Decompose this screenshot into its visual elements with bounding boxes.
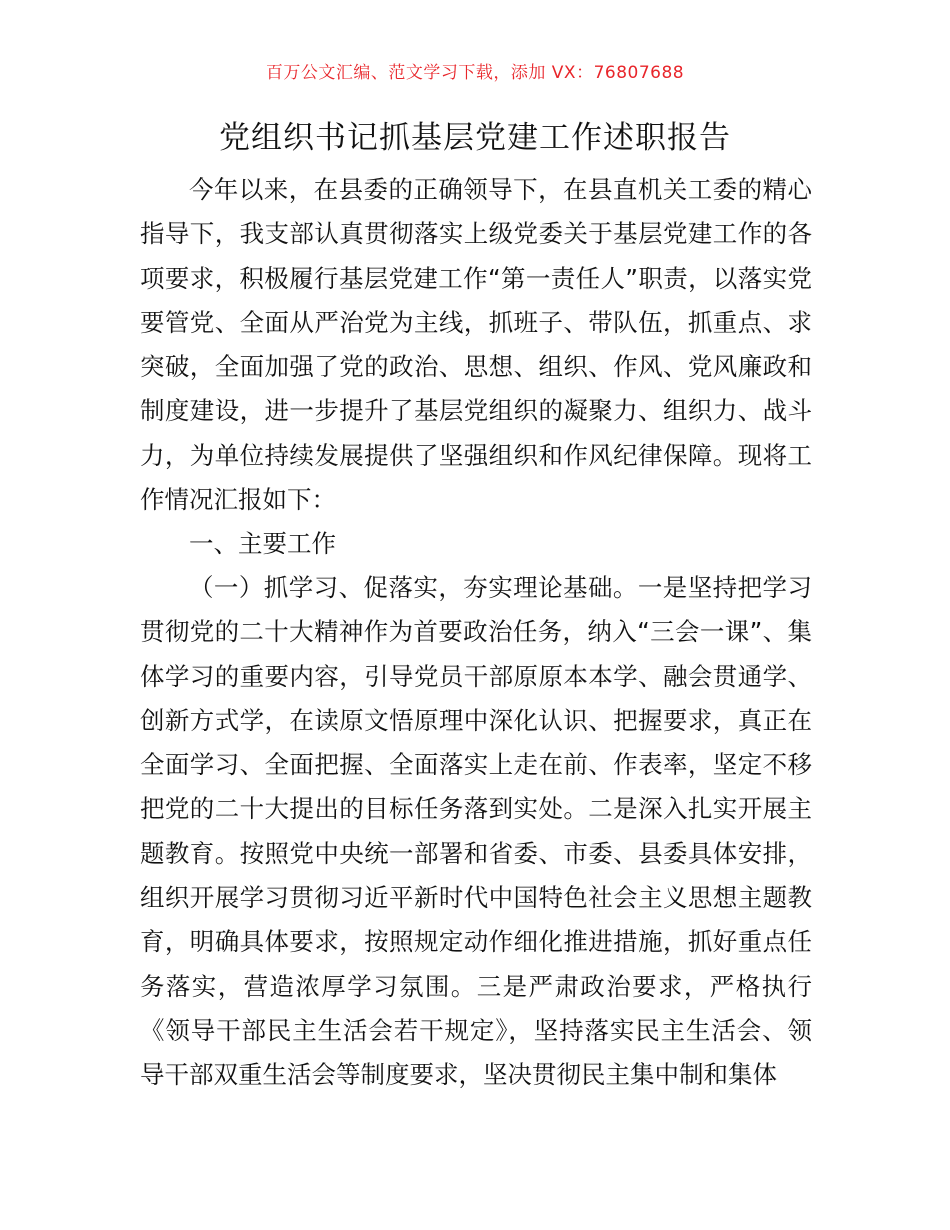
section-heading-main-work: 一、主要工作 xyxy=(189,529,336,558)
document-title: 党组织书记抓基层党建工作述职报告 xyxy=(219,120,731,156)
paragraph-study-implementation: （一）抓学习、促落实，夯实理论基础。一是坚持把学习贯彻党的二十大精神作为首要政治任务，纳入“三会一课”、集体学习的重要内容，引导党员干部原原本本学、融会贯通学、创新方式学，在读原文悟原理中深化认识、把握要求，真正在全面学习、全面把握、全面落实上走在前、作表率，坚定不移把党的二十大提出的目标任务落到实处。二是深入扎实开展主题教育。按照党中央统一部署和省委、市委、县委具体安排，组织开展学习贯彻习近平新时代中国特色社会主义思想主题教育，明确具体要求，按照规定动作细化推进措施，抓好重点任务落实，营造浓厚学习氛围。三是严肃政治要求，严格执行《领导干部民主生活会若干规定》，坚持落实民主生活会、领导干部双重生活会等制度要求，坚决贯彻民主集中制和集体 xyxy=(140,573,812,1090)
header-watermark-note: 百万公文汇编、范文学习下载，添加 VX：76807688 xyxy=(265,63,685,83)
paragraph-intro: 今年以来，在县委的正确领导下，在县直机关工委的精心指导下，我支部认真贯彻落实上级党委关于基层党建工作的各项要求，积极履行基层党建工作“第一责任人”职责，以落实党要管党、全面从严治党为主线，抓班子、带队伍，抓重点、求突破，全面加强了党的政治、思想、组织、作风、党风廉政和制度建设，进一步提升了基层党组织的凝聚力、组织力、战斗力，为单位持续发展提供了坚强组织和作风纪律保障。现将工作情况汇报如下： xyxy=(140,175,812,515)
